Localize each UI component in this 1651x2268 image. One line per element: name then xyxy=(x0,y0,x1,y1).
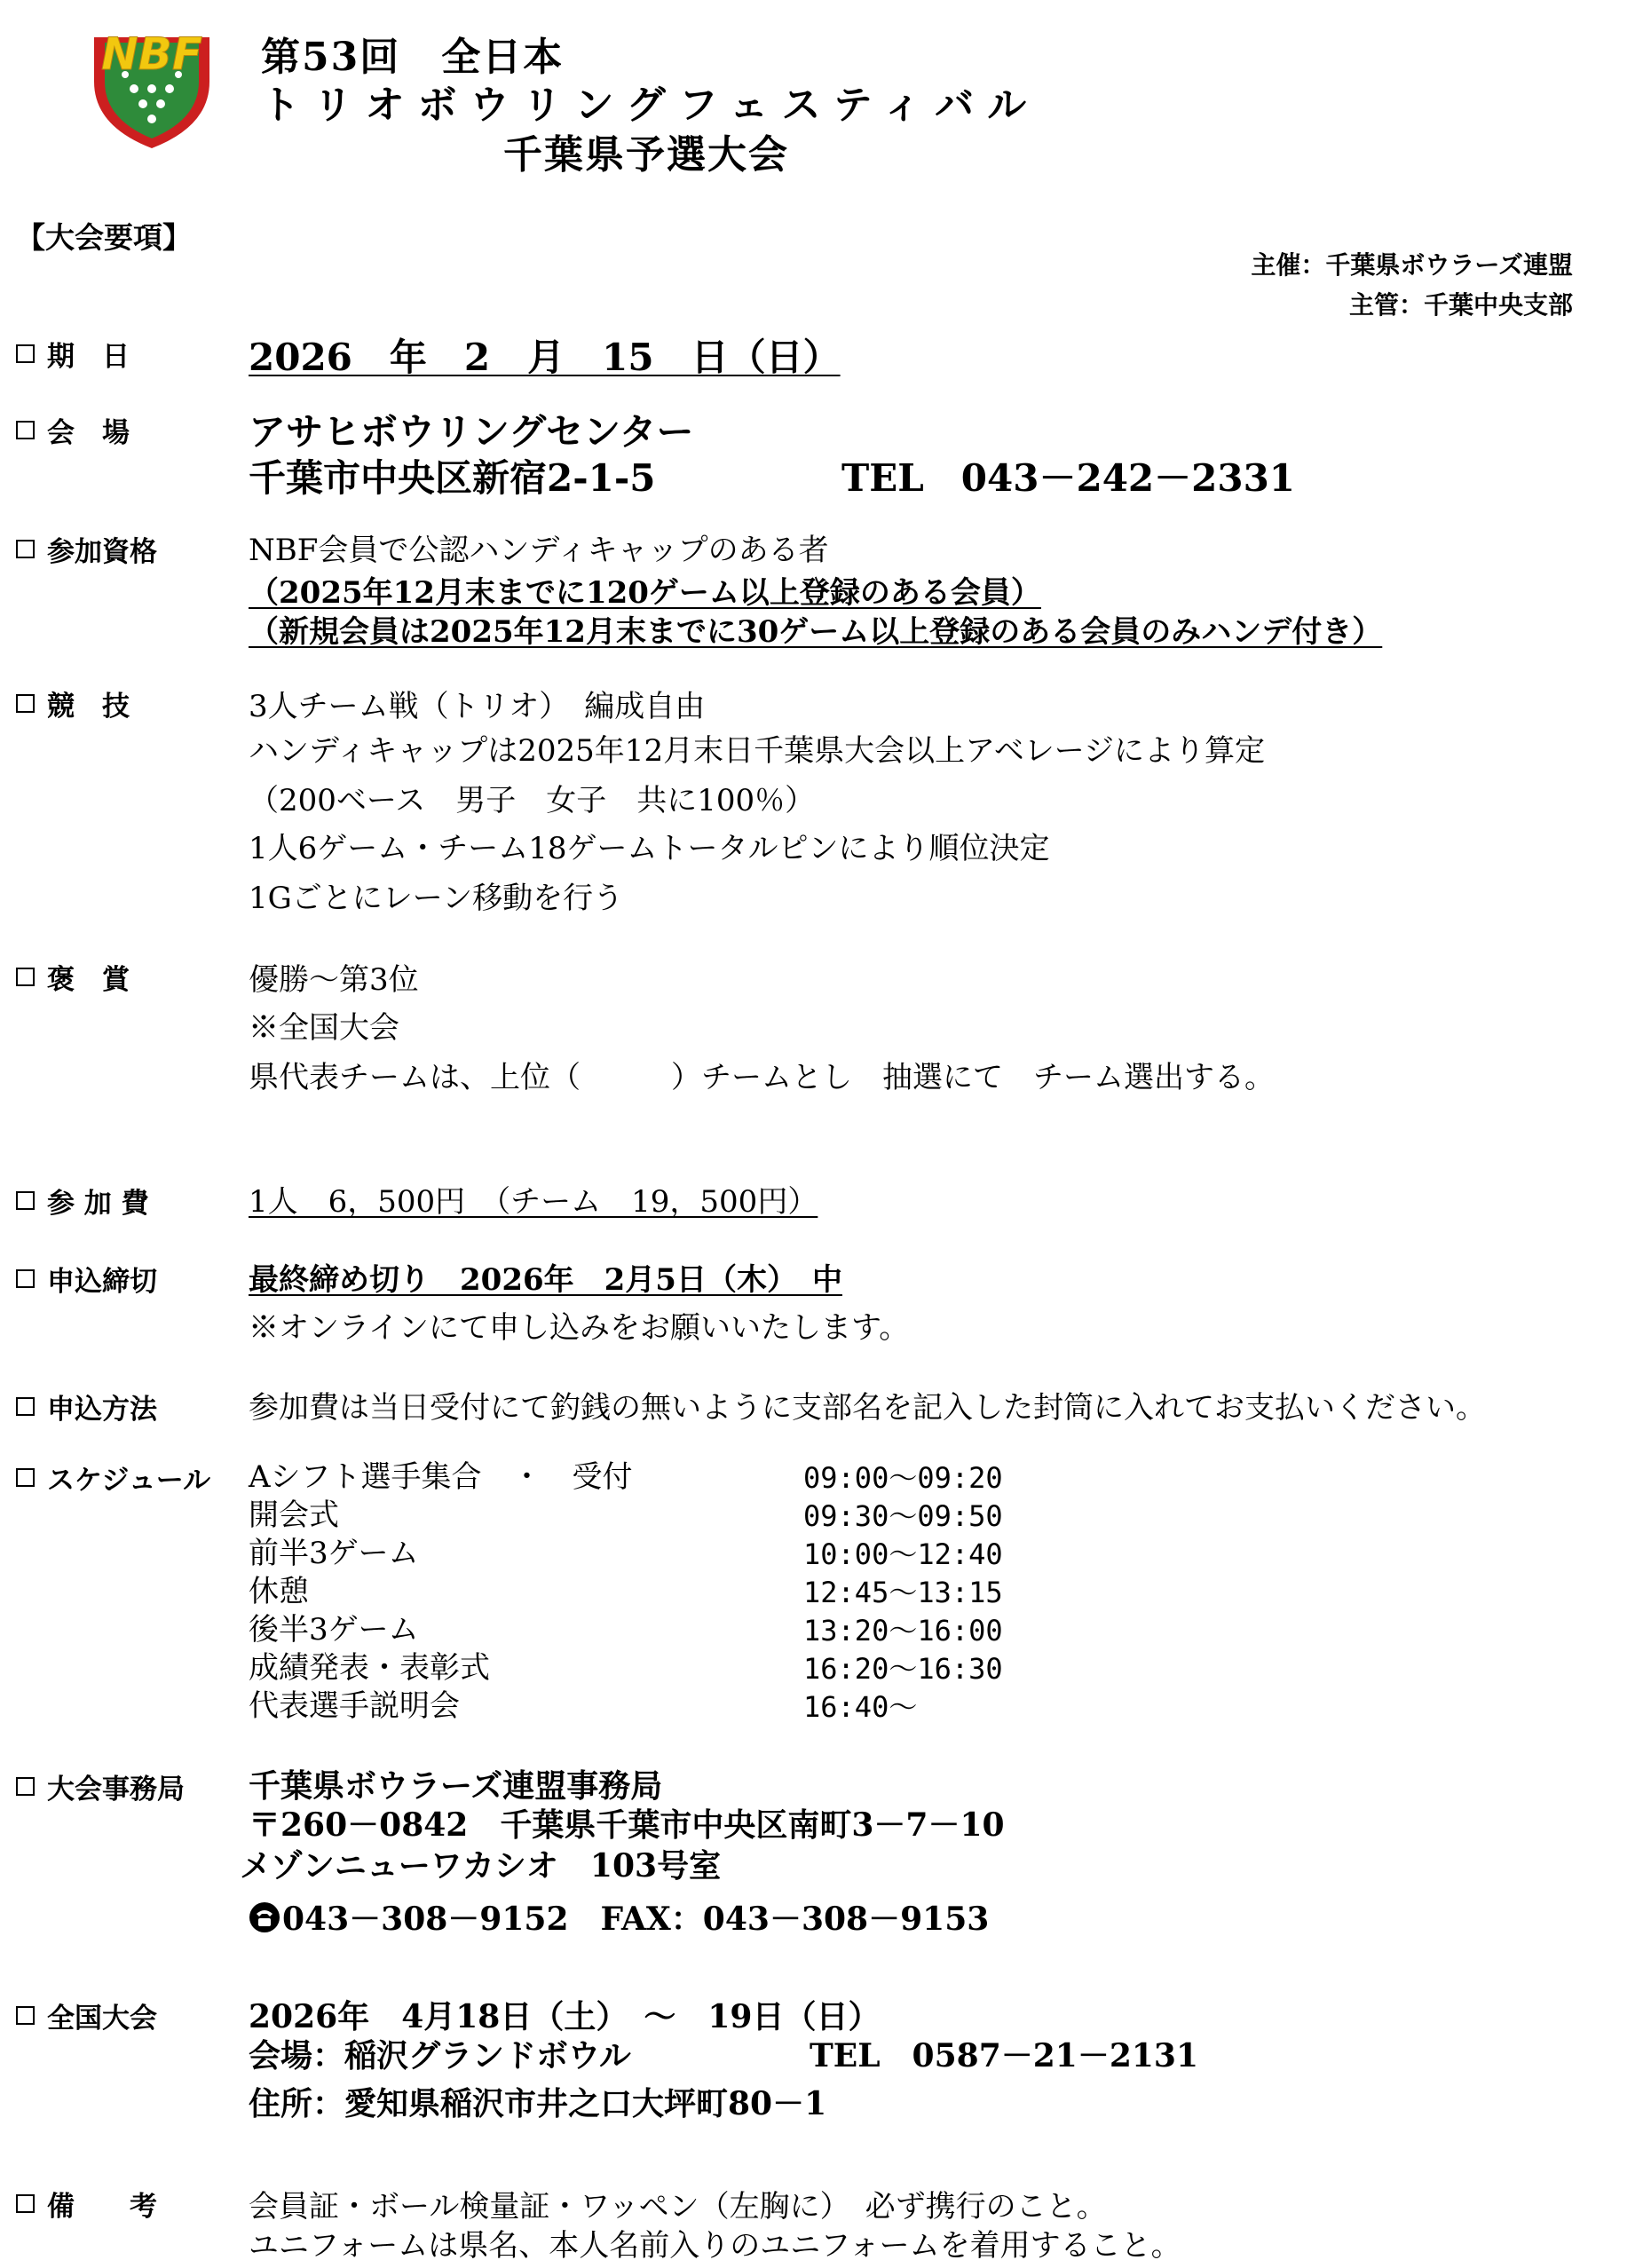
schedule-item: 代表選手説明会 xyxy=(249,1688,460,1724)
schedule-item: 開会式 xyxy=(249,1498,339,1533)
label-awards: 褒 賞 xyxy=(16,957,130,997)
schedule-item: Aシフト選手集合 ・ 受付 xyxy=(249,1459,633,1495)
checkbox-icon xyxy=(16,694,35,713)
title-line-1: 第53回 全日本 xyxy=(261,35,565,80)
venue-tel: TEL 043－242－2331 xyxy=(841,456,1296,500)
schedule-time: 16:20～16:30 xyxy=(803,1652,1003,1686)
office-name: 千葉県ボウラーズ連盟事務局 xyxy=(249,1767,663,1805)
label-venue: 会 場 xyxy=(16,410,130,450)
schedule-item: 成績発表・表彰式 xyxy=(249,1650,490,1686)
logo-text: NBF xyxy=(100,28,203,80)
competition-line-3: （200ベース 男子 女子 共に100％） xyxy=(249,783,816,818)
label-notes: 備 考 xyxy=(16,2184,157,2224)
schedule-time: 12:45～13:15 xyxy=(803,1576,1003,1609)
schedule-time: 09:00～09:20 xyxy=(803,1461,1003,1495)
label-competition: 競 技 xyxy=(16,684,130,723)
checkbox-icon xyxy=(16,1397,35,1416)
eligibility-line-1: NBF会員で公認ハンディキャップのある者 xyxy=(249,533,829,568)
label-schedule: スケジュール xyxy=(16,1458,210,1498)
competition-line-2: ハンディキャップは2025年12月末日千葉県大会以上アベレージにより算定 xyxy=(249,733,1266,769)
checkbox-icon xyxy=(16,968,35,986)
phone-icon xyxy=(249,1901,280,1933)
label-office: 大会事務局 xyxy=(16,1766,185,1806)
national-date: 2026年 4月18日（土） ～ 19日（日） xyxy=(249,1998,881,2035)
schedule-time: 10:00～12:40 xyxy=(803,1537,1003,1571)
checkbox-icon xyxy=(16,1191,35,1210)
checkbox-icon xyxy=(16,2194,35,2213)
label-deadline: 申込締切 xyxy=(16,1259,157,1299)
office-phone-line xyxy=(249,1894,989,1940)
awards-line-1: 優勝～第3位 xyxy=(249,962,419,998)
schedule-item: 後半3ゲーム xyxy=(249,1612,419,1648)
checkbox-icon xyxy=(16,421,35,439)
organizer-manager: 主管：千葉中央支部 xyxy=(1348,290,1573,320)
national-address: 住所：愛知県稲沢市井之口大坪町80－1 xyxy=(249,2085,827,2122)
label-fee: 参 加 費 xyxy=(16,1181,149,1221)
checkbox-icon xyxy=(16,1269,35,1288)
checkbox-icon xyxy=(16,1468,35,1487)
method-value: 参加費は当日受付にて釣銭の無いように支部名を記入した封筒に入れてお支払いください。 xyxy=(249,1390,1486,1426)
schedule-time: 16:40～ xyxy=(803,1690,918,1724)
deadline-line-1: 最終締め切り 2026年 2月5日（木） 中 xyxy=(249,1262,842,1298)
title-line-3: 千葉県予選大会 xyxy=(503,132,789,178)
schedule-item: 前半3ゲーム xyxy=(249,1536,419,1571)
competition-line-1: 3人チーム戦（トリオ） 編成自由 xyxy=(249,689,706,724)
eligibility-line-3: （新規会員は2025年12月末までに30ゲーム以上登録のある会員のみハンデ付き） xyxy=(249,614,1383,650)
competition-line-5: 1Gごとにレーン移動を行う xyxy=(249,881,624,916)
awards-line-2: ※全国大会 xyxy=(249,1010,399,1046)
fee-value: 1人 6，500円 （チーム 19，500円） xyxy=(249,1184,818,1220)
notes-line-1: 会員証・ボール検量証・ワッペン（左胸に） 必ず携行のこと。 xyxy=(249,2189,1107,2225)
section-heading: 【大会要項】 xyxy=(16,220,192,255)
checkbox-icon xyxy=(16,1777,35,1796)
schedule-time: 13:20～16:00 xyxy=(803,1614,1003,1648)
deadline-line-2: ※オンラインにて申し込みをお願いいたします。 xyxy=(249,1310,910,1346)
eligibility-line-2: （2025年12月末までに120ゲーム以上登録のある会員） xyxy=(249,575,1041,611)
schedule-item: 休憩 xyxy=(249,1574,309,1609)
label-date: 期 日 xyxy=(16,334,130,374)
national-venue: 会場：稲沢グランドボウル xyxy=(249,2037,631,2074)
venue-name: アサヒボウリングセンター xyxy=(249,410,694,454)
national-tel: TEL 0587－21－2131 xyxy=(810,2037,1199,2074)
competition-line-4: 1人6ゲーム・チーム18ゲームトータルピンにより順位決定 xyxy=(249,831,1050,866)
nbf-logo xyxy=(85,20,218,153)
label-method: 申込方法 xyxy=(16,1387,157,1426)
title-line-2: トリオボウリングフェスティバル xyxy=(261,83,1040,128)
venue-address: 千葉市中央区新宿2-1-5 xyxy=(249,456,656,500)
checkbox-icon xyxy=(16,344,35,363)
notes-line-2: ユニフォームは県名、本人名前入りのユニフォームを着用すること。 xyxy=(249,2228,1181,2264)
office-building: メゾンニューワカシオ 103号室 xyxy=(240,1847,722,1885)
office-phone: 043－308－9152 FAX：043－308－9153 xyxy=(282,1901,990,1938)
office-address: 〒260－0842 千葉県千葉市中央区南町3－7－10 xyxy=(249,1806,1005,1844)
checkbox-icon xyxy=(16,540,35,558)
awards-line-3: 県代表チームは、上位（ ）チームとし 抽選にて チーム選出する。 xyxy=(249,1060,1275,1095)
label-eligibility: 参加資格 xyxy=(16,529,157,569)
checkbox-icon xyxy=(16,2006,35,2025)
date-value: 2026 年 2 月 15 日（日） xyxy=(249,336,841,379)
schedule-time: 09:30～09:50 xyxy=(803,1499,1003,1533)
label-national: 全国大会 xyxy=(16,1995,157,2035)
organizer-host: 主催：千葉県ボウラーズ連盟 xyxy=(1251,250,1573,280)
